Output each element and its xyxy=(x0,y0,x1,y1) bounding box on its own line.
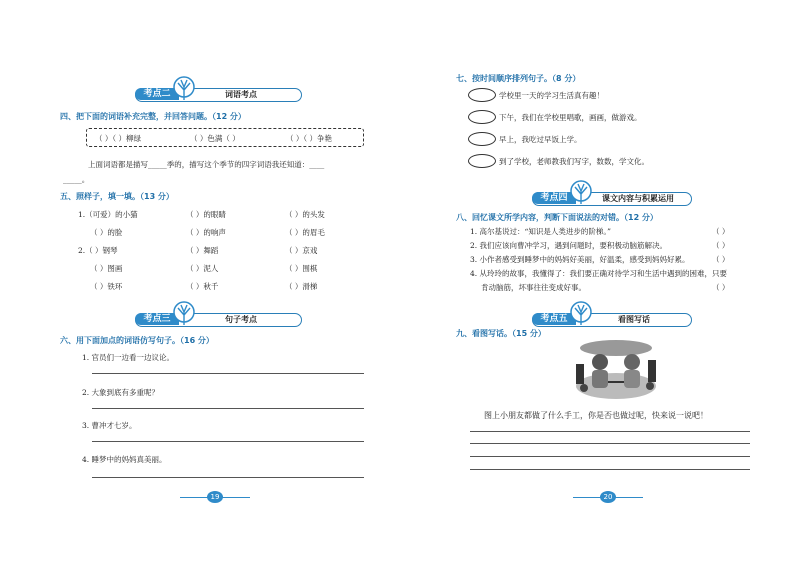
season-question: 上面词语都是描写_____季的，描写这个季节的四字词语我还知道：____ xyxy=(88,160,325,169)
banner-title: 词语考点 xyxy=(225,90,257,99)
banner-kaodian-5 xyxy=(532,307,690,329)
order-oval xyxy=(468,88,496,102)
fill-item: （ ）舞蹈 xyxy=(186,246,219,255)
sentence-item: 3. 曹冲才七岁。 xyxy=(82,421,137,430)
fill-item: （ ）京戏 xyxy=(285,246,318,255)
judge-paren: （ ） xyxy=(712,227,730,236)
section-5-heading: 五、照样子，填一填。（13 分） xyxy=(60,192,174,201)
section-4-heading: 四、把下面的词语补充完整，并回答问题。（12 分） xyxy=(60,112,246,121)
page-number: 19 xyxy=(207,491,223,503)
fill-item: 1.（可爱）的小猫 xyxy=(78,210,138,219)
sentence-item: 2. 大象到底有多重呢？ xyxy=(82,388,160,397)
writing-prompt: 图上小朋友都做了什么手工，你是否也做过呢，快来说一说吧！ xyxy=(484,411,708,420)
judge-paren: （ ） xyxy=(712,283,730,292)
order-oval xyxy=(468,110,496,124)
judge-item: 4. 从玲玲的故事，我懂得了：我们要正确对待学习和生活中遇到的困难，只要 xyxy=(470,269,728,278)
writing-line xyxy=(470,456,750,457)
banner-tag: 考点四 xyxy=(532,192,576,204)
order-item: 到了学校，老师教我们写字，数数，学文化。 xyxy=(499,157,649,166)
section-8-heading: 八、回忆课文所学内容，判断下面说法的对错。（12 分） xyxy=(456,213,658,222)
fill-item: （ ）铁环 xyxy=(90,282,123,291)
fill-item: （ ）泥人 xyxy=(186,264,219,273)
banner-tag: 考点五 xyxy=(532,313,576,325)
fill-item: （ ）围棋 xyxy=(285,264,318,273)
tree-icon xyxy=(169,76,199,102)
writing-line xyxy=(470,469,750,470)
season-question-end: _____。 xyxy=(63,175,90,184)
judge-paren: （ ） xyxy=(712,241,730,250)
banner-kaodian-2 xyxy=(135,82,300,104)
banner-tag: 考点三 xyxy=(135,313,179,325)
writing-line xyxy=(470,431,750,432)
fill-item: （ ）秋千 xyxy=(186,282,219,291)
order-item: 早上，我吃过早饭上学。 xyxy=(499,135,582,144)
judge-item: 2. 我们应该向曹冲学习，遇到问题时，要积极动脑筋解决。 xyxy=(470,241,668,250)
tree-icon xyxy=(566,180,596,206)
banner-title: 看图写话 xyxy=(618,315,650,324)
section-6-heading: 六、用下面加点的词语仿写句子。（16 分） xyxy=(60,336,214,345)
section-7-heading: 七、按时间顺序排列句子。（8 分） xyxy=(456,74,581,83)
fill-item: 2.（ ）钢琴 xyxy=(78,246,118,255)
fill-item: （ ）图画 xyxy=(90,264,123,273)
judge-item-cont: 肯动脑筋，坏事往往变成好事。 xyxy=(481,283,586,292)
writing-line xyxy=(470,443,750,444)
answer-line xyxy=(92,408,364,409)
tree-icon xyxy=(566,301,596,327)
sentence-item: 4. 睡梦中的妈妈真美丽。 xyxy=(82,455,167,464)
fill-item: （ ）的头发 xyxy=(285,210,325,219)
banner-tag: 考点二 xyxy=(135,88,179,100)
judge-item: 1. 高尔基说过：“知识是人类进步的阶梯。” xyxy=(470,227,611,236)
word-row-item: （ ）（ ）柳绿 xyxy=(95,134,142,143)
answer-line xyxy=(92,477,364,478)
sentence-item: 1. 官员们一边看一边议论。 xyxy=(82,353,175,362)
fill-item: （ ）滑梯 xyxy=(285,282,318,291)
fill-item: （ ）的眼睛 xyxy=(186,210,226,219)
tree-icon xyxy=(169,301,199,327)
banner-title: 句子考点 xyxy=(225,315,257,324)
order-item: 下午，我们在学校里唱歌，画画，做游戏。 xyxy=(499,113,642,122)
answer-line xyxy=(92,373,364,374)
order-oval xyxy=(468,154,496,168)
banner-kaodian-4 xyxy=(532,186,690,208)
judge-item: 3. 小作者感受到睡梦中的妈妈好美丽，好温柔，感受到妈妈好累。 xyxy=(470,255,690,264)
order-item: 学校里一天的学习生活真有趣！ xyxy=(499,91,604,100)
answer-line xyxy=(92,441,364,442)
page-number: 20 xyxy=(600,491,616,503)
children-crafts-illustration xyxy=(572,338,660,402)
section-9-heading: 九、看图写话。（15 分） xyxy=(456,329,546,338)
fill-item: （ ）的响声 xyxy=(186,228,226,237)
fill-item: （ ）的眉毛 xyxy=(285,228,325,237)
banner-kaodian-3 xyxy=(135,307,300,329)
judge-paren: （ ） xyxy=(712,255,730,264)
banner-title: 课文内容与积累运用 xyxy=(602,194,674,203)
order-oval xyxy=(468,132,496,146)
word-row-item: （ ）色满（ ） xyxy=(190,134,240,143)
fill-item: （ ）的脸 xyxy=(90,228,123,237)
word-row-item: （ ）（ ）争艳 xyxy=(286,134,333,143)
